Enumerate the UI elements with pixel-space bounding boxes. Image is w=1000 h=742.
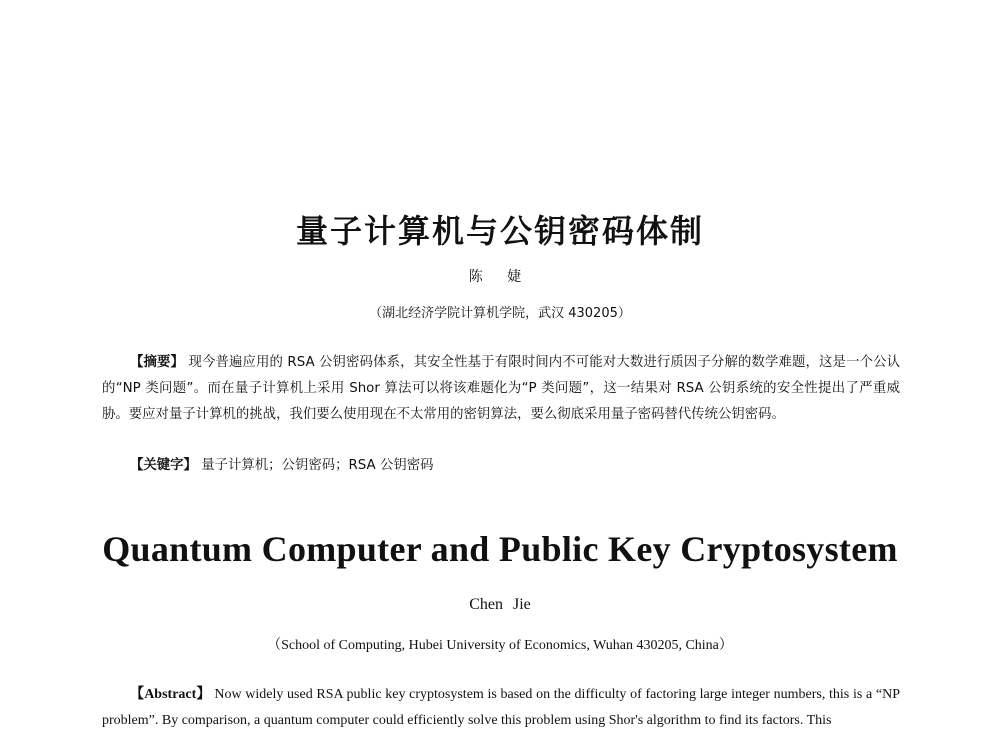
chinese-abstract-text: 现今普遍应用的 RSA 公钥密码体系，其安全性基于有限时间内不可能对大数进行质因子分解的数学难题，这是一个公认的“NP 类问题”。而在量子计算机上采用 Shor 算法可以将该难题化为“P 类问题”，这一结果对 RSA 公钥系统的安全性提出了严重威胁。要应对量子计算机的挑战，我们要么使用现在不太常用的密钥算法，要么彻底采用量子密码替代传统公钥密码。 <box>102 355 900 422</box>
chinese-keywords <box>130 453 900 479</box>
english-abstract <box>102 682 900 734</box>
chinese-title: 量子计算机与公钥密码体制 <box>295 212 704 250</box>
english-affiliation: （School of Computing, Hubei University of Economics, Wuhan 430205, China） <box>267 638 733 653</box>
english-author: Chen Jie <box>469 596 531 613</box>
english-abstract-text: Now widely used RSA public key cryptosystem is based on the difficulty of factoring large integer numbers, this is a “NP problem”. By comparison, a quantum computer could efficiently solve this problem using Shor's algorithm to find its factors. This <box>102 687 900 728</box>
chinese-keywords-label: 【关键字】 <box>130 458 197 473</box>
chinese-affiliation: （湖北经济学院计算机学院，武汉 430205） <box>369 306 631 321</box>
chinese-abstract <box>102 350 900 428</box>
english-title: Quantum Computer and Public Key Cryptosystem <box>102 529 898 569</box>
chinese-abstract-label: 【摘要】 <box>130 355 185 370</box>
chinese-author: 陈 婕 <box>468 269 532 285</box>
english-abstract-label: 【Abstract】 <box>130 687 211 702</box>
chinese-keywords-text: 量子计算机；公钥密码；RSA 公钥密码 <box>196 458 434 473</box>
